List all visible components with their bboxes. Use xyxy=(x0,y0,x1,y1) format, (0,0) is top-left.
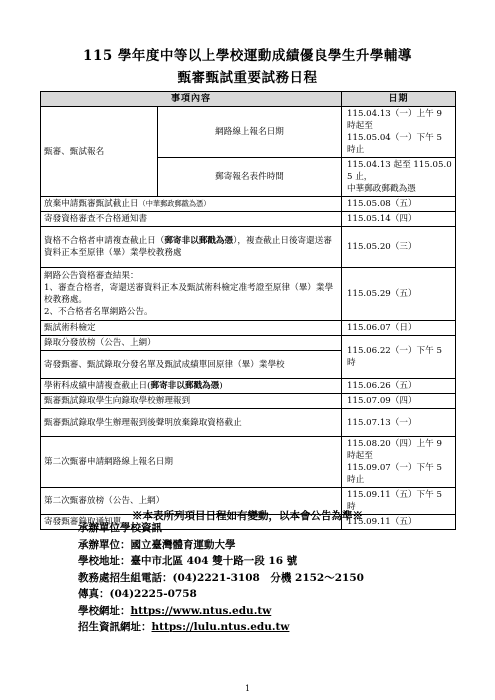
row-date: 115.05.20（三） xyxy=(342,227,456,268)
row-text: 甄審甄試錄取學生辦理報到後聲明放棄錄取資格截止 xyxy=(41,409,342,437)
row-date xyxy=(342,437,456,488)
row-sublabel-mail: 郵寄報名表件時間 xyxy=(158,158,342,197)
contact-heading: 承辦單位學校資訊 xyxy=(78,522,162,534)
row-text: 甄試術科檢定 xyxy=(41,321,342,336)
row-date: 115.05.08（五） xyxy=(342,197,456,212)
row-date: 115.09.11（五） xyxy=(342,515,456,530)
row-date-online xyxy=(342,107,456,158)
date-line: 115.05.04（一）下午 5 時止 xyxy=(347,133,442,155)
row-text-line: 1、審查合格者，寄還送審資料正本及甄試術科檢定准考證至原律（畢）業學校教務處。 xyxy=(44,283,334,305)
row-date: 115.05.14（四） xyxy=(342,212,456,227)
row-text-part: 資格不合格者申請複查截止日（ xyxy=(44,236,165,246)
row-text-bold: 郵寄非以郵戳為憑 xyxy=(150,381,220,391)
row-text: 寄發甄審錄取通知單 xyxy=(41,515,342,530)
contact-address: 學校地址：臺中市北區 404 雙十路一段 16 號 xyxy=(78,555,298,567)
website-label: 學校網址： xyxy=(78,604,131,617)
date-line: 中華郵政郵戳為憑 xyxy=(347,184,416,194)
row-text-part: 學術科成績申請複查截止日( xyxy=(44,381,151,391)
row-date: 115.07.09（四） xyxy=(342,394,456,409)
contact-phone: 教務處招生組電話：(04)2221-3108 分機 2152～2150 xyxy=(78,571,364,584)
row-date: 115.07.13（一） xyxy=(342,409,456,437)
contact-unit: 承辦單位：國立臺灣體育運動大學 xyxy=(78,538,236,551)
column-header-date: 日期 xyxy=(342,92,456,107)
table-row xyxy=(41,321,456,336)
row-text-note: （中華郵政郵戳為憑） xyxy=(138,199,211,208)
row-date: 115.09.11（五）下午 5 時 xyxy=(342,488,456,515)
admission-label: 招生資訊網址： xyxy=(78,621,152,633)
contact-website xyxy=(78,603,364,620)
row-text: 寄發資格審查不合格通知書 xyxy=(41,212,342,227)
row-text: 第二次甄審申請網路線上報名日期 xyxy=(41,437,342,488)
document-title-line2: 甄審甄試重要試務日程 xyxy=(177,70,318,86)
schedule-table xyxy=(40,91,456,530)
row-sublabel-online: 網路線上報名日期 xyxy=(158,107,342,158)
row-date: 115.06.26（五） xyxy=(342,379,456,394)
row-text-line: 網路公告資格審查結果： xyxy=(44,271,139,281)
date-line: 115.08.20（四）上午 9 時起至 xyxy=(347,439,442,461)
admission-link[interactable]: https://lulu.ntus.edu.tw xyxy=(151,621,290,633)
row-text xyxy=(41,268,342,321)
table-row xyxy=(41,197,456,212)
contact-info-block xyxy=(78,520,364,636)
row-text-part: ) xyxy=(219,381,223,391)
document-title-line1: 115 學年度中等以上學校運動成績優良學生升學輔導 xyxy=(83,48,412,64)
table-row xyxy=(41,227,456,268)
row-text-line: 2、不合格者名單網路公告。 xyxy=(44,307,153,317)
date-line: 115.09.07（一）下午 5 時止 xyxy=(347,463,442,485)
row-text xyxy=(41,379,342,394)
table-row xyxy=(41,268,456,321)
contact-fax: 傳真：(04)2225-0758 xyxy=(78,588,197,600)
table-row xyxy=(41,409,456,437)
table-header-row xyxy=(41,92,456,107)
row-text xyxy=(41,197,342,212)
row-text: 甄審甄試錄取學生向錄取學校辦理報到 xyxy=(41,394,342,409)
row-text-part: ），複查截止日後寄還送審資料正本至原律（畢）業學校教務處 xyxy=(44,236,332,258)
table-row xyxy=(41,437,456,488)
row-text: 第二次甄審放榜（公告、上網） xyxy=(41,488,342,515)
row-label-registration: 甄審、甄試報名 xyxy=(41,107,158,197)
table-row xyxy=(41,394,456,409)
table-row xyxy=(41,379,456,394)
row-text: 錄取分發放榜（公告、上網） xyxy=(41,336,342,351)
table-row xyxy=(41,212,456,227)
website-link[interactable]: https://www.ntus.edu.tw xyxy=(130,604,272,617)
row-text xyxy=(41,227,342,268)
column-header-item: 事項內容 xyxy=(41,92,342,107)
date-line: 115.04.13 起至 115.05.05 止， xyxy=(347,160,452,182)
row-text: 寄發甄審、甄試錄取分發名單及甄試成績單回原律（畢）業學校 xyxy=(41,351,342,379)
table-row xyxy=(41,107,456,158)
date-line: 115.04.13（一）上午 9 時起至 xyxy=(347,109,442,131)
row-text-bold: 郵寄非以郵戳為憑 xyxy=(164,236,234,246)
contact-admission xyxy=(78,619,364,636)
row-date-mail xyxy=(342,158,456,197)
row-text-main: 放棄申請甄審甄試截止日 xyxy=(44,199,139,209)
row-date: 115.05.29（五） xyxy=(342,268,456,321)
row-date: 115.06.22（一）下午 5 時 xyxy=(342,336,456,379)
table-row xyxy=(41,336,456,351)
row-date: 115.06.07（日） xyxy=(342,321,456,336)
page-number: 1 xyxy=(244,684,251,693)
schedule-change-note: ※本表所列項目日程如有變動，以本會公告為準※ xyxy=(132,510,363,522)
